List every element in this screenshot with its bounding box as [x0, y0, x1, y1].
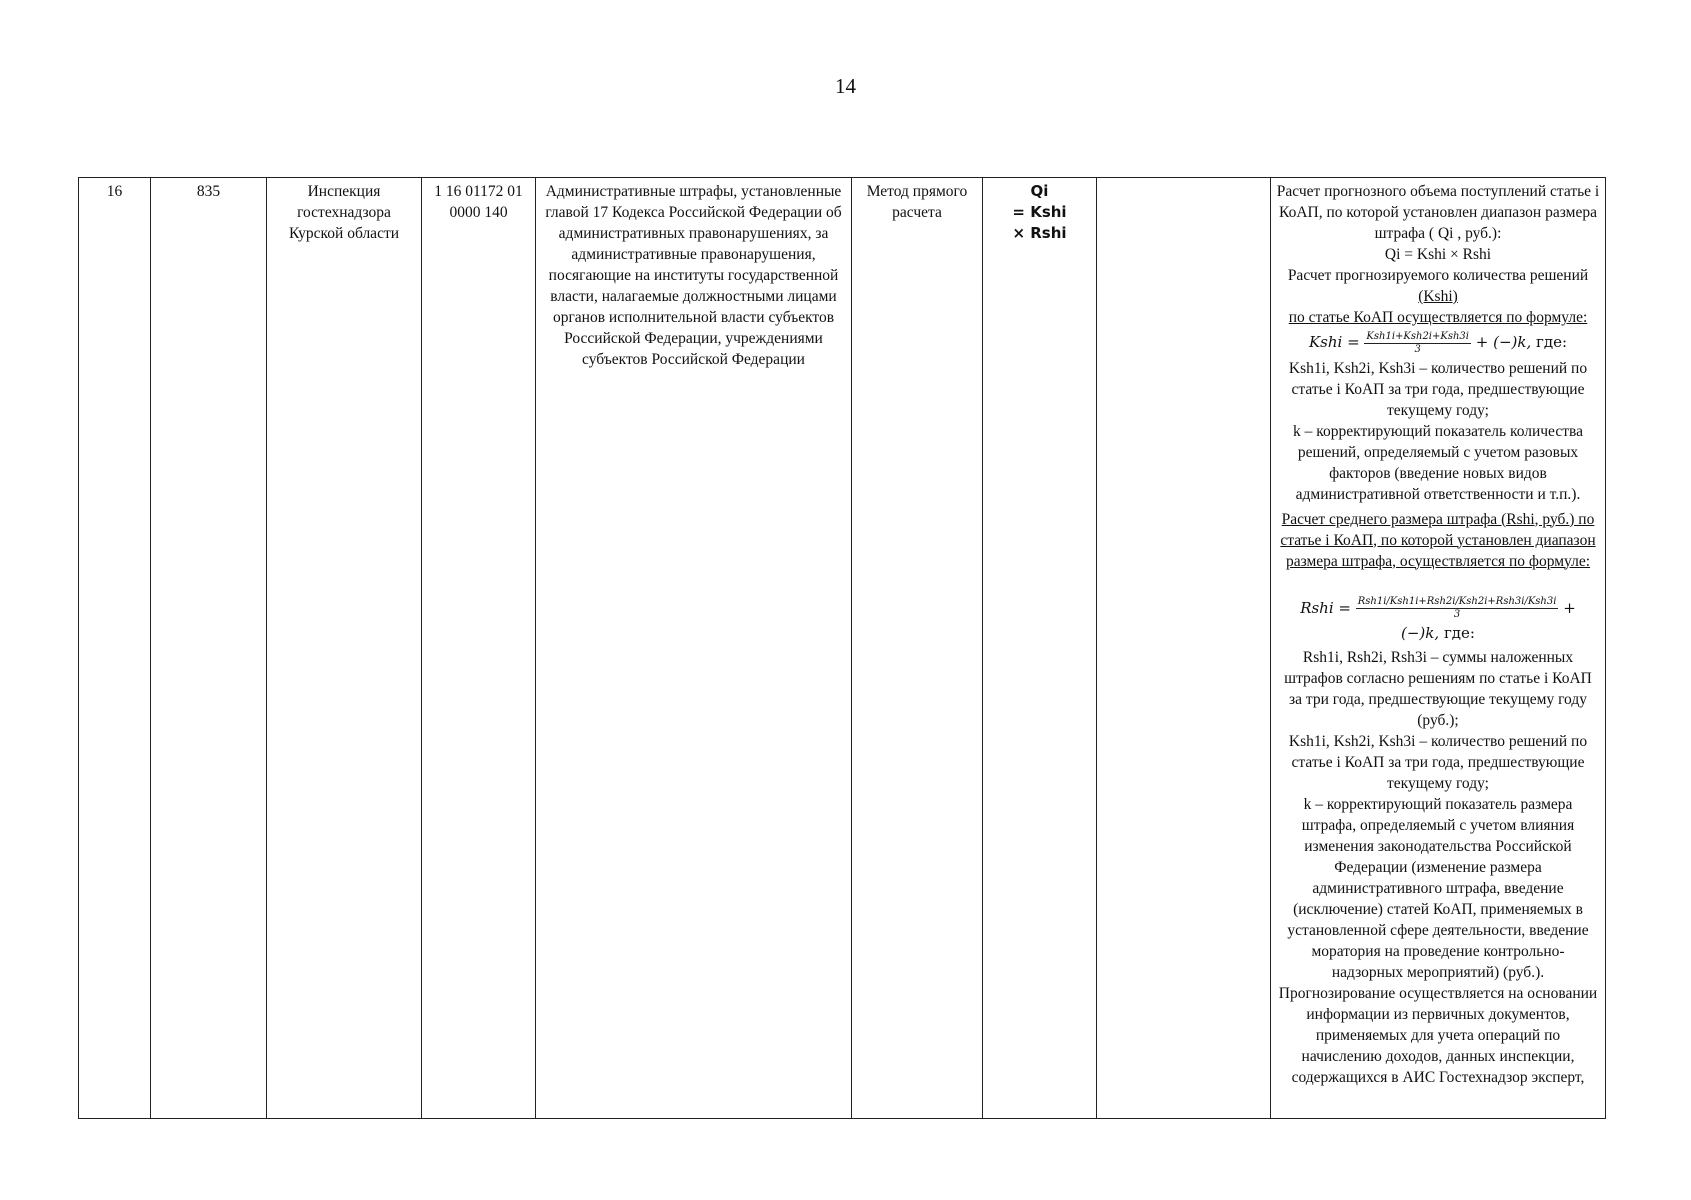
desc-paragraph-7: k – корректирующий показатель количества решений, определяемый с учетом разовых факторов (введение новых видов административной ответственности и т.п.). — [1293, 422, 1583, 503]
desc-paragraph-8: Расчет среднего размера штрафа (Rshi, руб.) по статье i КоАП, по которой установлен диапазон размера штрафа, осуществляется по формуле: — [1280, 510, 1596, 570]
revenue-name: Административные штрафы, установленные главой 17 Кодекса Российской Федерации об административных правонарушениях, за административные правонарушения, посягающие на институты государственной власти, налагаемые должностными лицами органов исполнительной власти субъектов Российской Федерации, учреждениями субъектов Российской Федерации — [536, 178, 852, 1119]
empty-cell — [1097, 178, 1271, 1119]
admin-code: 835 — [151, 178, 267, 1119]
formula-kshi-rhs: + (−)k, — [1475, 333, 1532, 351]
formula-rshi-line2: (−)k, — [1401, 624, 1440, 642]
formula-rshi-rhs: + — [1563, 598, 1576, 617]
formula-kshi-numerator: Ksh1i+Ksh2i+Ksh3i — [1366, 330, 1469, 342]
desc-formula-qi: Qi = Kshi × Rshi — [1384, 246, 1492, 263]
desc-paragraph-1: Расчет прогнозного объема поступлений статье i КоАП, по которой установлен диапазон размера штрафа ( Qi , руб.): — [1276, 183, 1600, 242]
row-number: 16 — [79, 178, 151, 1119]
calc-method: Метод прямого расчета — [852, 178, 983, 1119]
formula-kshi-fraction — [1364, 331, 1471, 356]
formula-line-1: Qi — [1030, 182, 1049, 200]
desc-paragraph-10: Ksh1i, Ksh2i, Ksh3i – количество решений по статье i КоАП за три года, предшествующие текущему году; — [1288, 733, 1588, 792]
formula-rshi-fraction — [1356, 596, 1559, 621]
desc-paragraph-6: Ksh1i, Ksh2i, Ksh3i – количество решений по статье i КоАП за три года, предшествующие текущему году; — [1288, 359, 1588, 419]
calc-formula — [983, 178, 1097, 1119]
kbk-code: 1 16 01172 01 0000 140 — [422, 178, 536, 1119]
page-number: 14 — [835, 74, 856, 98]
formula-line-2: = Kshi — [1012, 203, 1067, 221]
desc-kshi-label: (Kshi) — [1418, 288, 1458, 305]
formula-rshi-lhs: Rshi = — [1300, 598, 1351, 617]
desc-paragraph-11: k – корректирующий показатель размера штрафа, определяемый с учетом влияния изменения законодательства Российской Федерации (изменение размера административного штрафа, введение (исключение) статей КоАП, применяемых в установленной сфере деятельности, введение моратория на проведение контрольно-надзорных мероприятий) (руб.). — [1287, 796, 1589, 981]
desc-paragraph-5: по статье КоАП осуществляется по формуле: — [1288, 309, 1588, 326]
formula-rshi-where: где: — [1443, 624, 1475, 642]
administrator-name: Инспекция гостехнадзора Курской области — [267, 178, 422, 1119]
desc-paragraph-9: Rsh1i, Rsh2i, Rsh3i – суммы наложенных штрафов согласно решениям по статье i КоАП за три года, предшествующие текущему году (руб.); — [1284, 649, 1592, 729]
calc-description — [1271, 178, 1606, 1119]
formula-kshi-where: где: — [1536, 333, 1568, 351]
formula-line-3: × Rshi — [1012, 224, 1067, 242]
table-row — [79, 178, 1606, 1119]
formula-rshi-denominator: 3 — [1453, 609, 1461, 620]
desc-paragraph-3: Расчет прогнозируемого количества решений — [1287, 267, 1589, 284]
formula-kshi-denominator: 3 — [1414, 343, 1421, 355]
revenue-table — [78, 177, 1606, 1119]
formula-kshi-lhs: Kshi = — [1308, 333, 1360, 351]
desc-paragraph-12: Прогнозирование осуществляется на основании информации из первичных документов, применяемых для учета операций по начислению доходов, данных инспекции, содержащихся в АИС Гостехнадзор эксперт, — [1278, 985, 1598, 1086]
formula-rshi — [1276, 596, 1600, 646]
formula-rshi-numerator: Rsh1i/Ksh1i+Rsh2i/Ksh2i+Rsh3i/Ksh3i — [1357, 596, 1557, 607]
formula-kshi — [1276, 330, 1600, 356]
